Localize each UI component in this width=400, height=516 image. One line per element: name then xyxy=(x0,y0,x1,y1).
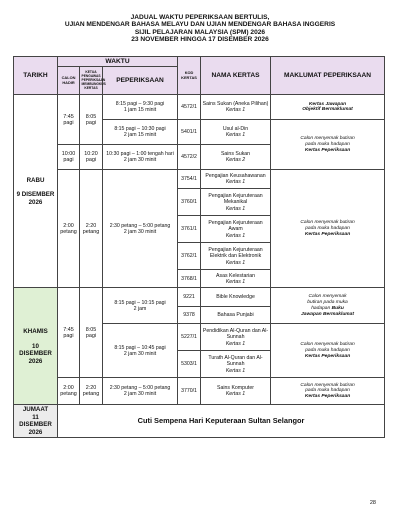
paper-code: 3770/1 xyxy=(178,378,201,405)
holiday-notice: Cuti Sempena Hari Keputeraan Sultan Selangor xyxy=(58,405,385,438)
date-cell-jumaat: JUMAAT 11 DISEMBER 2026 xyxy=(14,405,58,438)
date-cell-rabu: RABU 9 DISEMBER 2026 xyxy=(14,95,58,288)
header-peperiksaan: PEPERIKSAAN xyxy=(103,67,178,95)
paper-code: 3754/1 xyxy=(178,170,201,189)
table-row: 5303/1 Turath Al-Quran dan Al-Sunnah Kertas 1 xyxy=(14,351,385,378)
table-row: 3761/1 Pengajian Kejuruteraan Awam Kertas 1 xyxy=(14,216,385,243)
title-line-4: 23 NOVEMBER HINGGA 17 DISEMBER 2026 xyxy=(131,36,269,44)
table-row: 10:00 pagi 10:20 pagi 10:30 pagi – 1:00 tengah hari 2 jam 30 minit 4572/2 Sains Sukan Kertas 2 xyxy=(14,145,385,170)
paper-code: 3761/1 xyxy=(178,216,201,243)
title-line-1: JADUAL WAKTU PEPERIKSAAN BERTULIS, xyxy=(130,14,270,21)
table-row: RABU 9 DISEMBER 2026 7:45 pagi 8:05 pagi 8:15 pagi – 9:30 pagi 1 jam 15 minit 4572/1 Sains Sukan (Aneka Pilihan) Kertas 1 Kertas Jawapan Objektif Bermaklumat xyxy=(14,95,385,120)
table-row: 3760/1 Pengajian Kejuruteraan Mekanikal Kertas 1 xyxy=(14,189,385,216)
title-line-3: SIJIL PELAJARAN MALAYSIA (SPM) 2026 xyxy=(134,28,266,36)
header-calon-hadir: CALON HADIR xyxy=(58,67,80,95)
exam-schedule-table xyxy=(13,56,385,438)
paper-code: 3760/1 xyxy=(178,189,201,216)
title-line-2: UJIAN MENDENGAR BAHASA MELAYU DAN UJIAN MENDENGAR BAHASA INGGERIS xyxy=(64,21,336,29)
paper-code: 5303/1 xyxy=(178,351,201,378)
table-row: 3768/1 Asas Kelestarian Kertas 1 xyxy=(14,270,385,288)
header-nama-kertas: NAMA KERTAS xyxy=(201,57,271,95)
table-row: 8:15 pagi – 10:45 pagi 2 jam 30 minit 5227/1 Pendidikan Al-Quran dan Al-Sunnah Kertas 1 Calon menyemak butiran pada muka hadapan Kertas Peperiksaan xyxy=(14,324,385,351)
document-title xyxy=(0,14,400,44)
paper-code: 9378 xyxy=(178,307,201,324)
paper-code: 3768/1 xyxy=(178,270,201,288)
paper-code: 4572/1 xyxy=(178,95,201,120)
header-waktu: WAKTU xyxy=(58,57,178,67)
table-row: KHAMIS 10 DISEMBER 2026 7:45 pagi 8:05 pagi 8:15 pagi – 10:15 pagi 2 jam 9221 Bible Knowledge Calon menyemak butiran pada muka hadapan Buku Jawapan Bermaklumat xyxy=(14,288,385,307)
paper-code: 5401/1 xyxy=(178,120,201,145)
table-row: 2:00 petang 2:20 petang 2:30 petang – 5:00 petang 2 jam 30 minit 3754/1 Pengajian Keusahawanan Kertas 1 Calon menyemak butiran pada muka hadapan Kertas Peperiksaan xyxy=(14,170,385,189)
header-ketua-pengawas: KETUA PENGAWAS PEPERIKSAAN MEMBUNGKUS KERTAS xyxy=(80,67,103,95)
date-cell-khamis: KHAMIS 10 DISEMBER 2026 xyxy=(14,288,58,405)
paper-code: 4572/2 xyxy=(178,145,201,170)
table-row: 2:00 petang 2:20 petang 2:30 petang – 5:00 petang 2 jam 30 minit 3770/1 Sains Komputer Kertas 1 Calon menyemak butiran pada muka hadapan Kertas Peperiksaan xyxy=(14,378,385,405)
table-row: 8:15 pagi – 10:30 pagi 2 jam 15 minit 5401/1 Usul al-Din Kertas 1 Calon menyemak butiran pada muka hadapan Kertas Peperiksaan xyxy=(14,120,385,145)
header-tarikh: TARIKH xyxy=(14,57,58,95)
paper-code: 3762/1 xyxy=(178,243,201,270)
paper-code: 9221 xyxy=(178,288,201,307)
page-number: 28 xyxy=(369,500,376,506)
header-kod-kertas: KOD KERTAS xyxy=(178,57,201,95)
table-row: 3762/1 Pengajian Kejuruteraan Elektrik dan Elektronik Kertas 1 xyxy=(14,243,385,270)
header-maklumat: MAKLUMAT PEPERIKSAAN xyxy=(271,57,385,95)
table-row: 9378 Bahasa Punjabi xyxy=(14,307,385,324)
paper-code: 5227/1 xyxy=(178,324,201,351)
table-row xyxy=(14,405,385,438)
